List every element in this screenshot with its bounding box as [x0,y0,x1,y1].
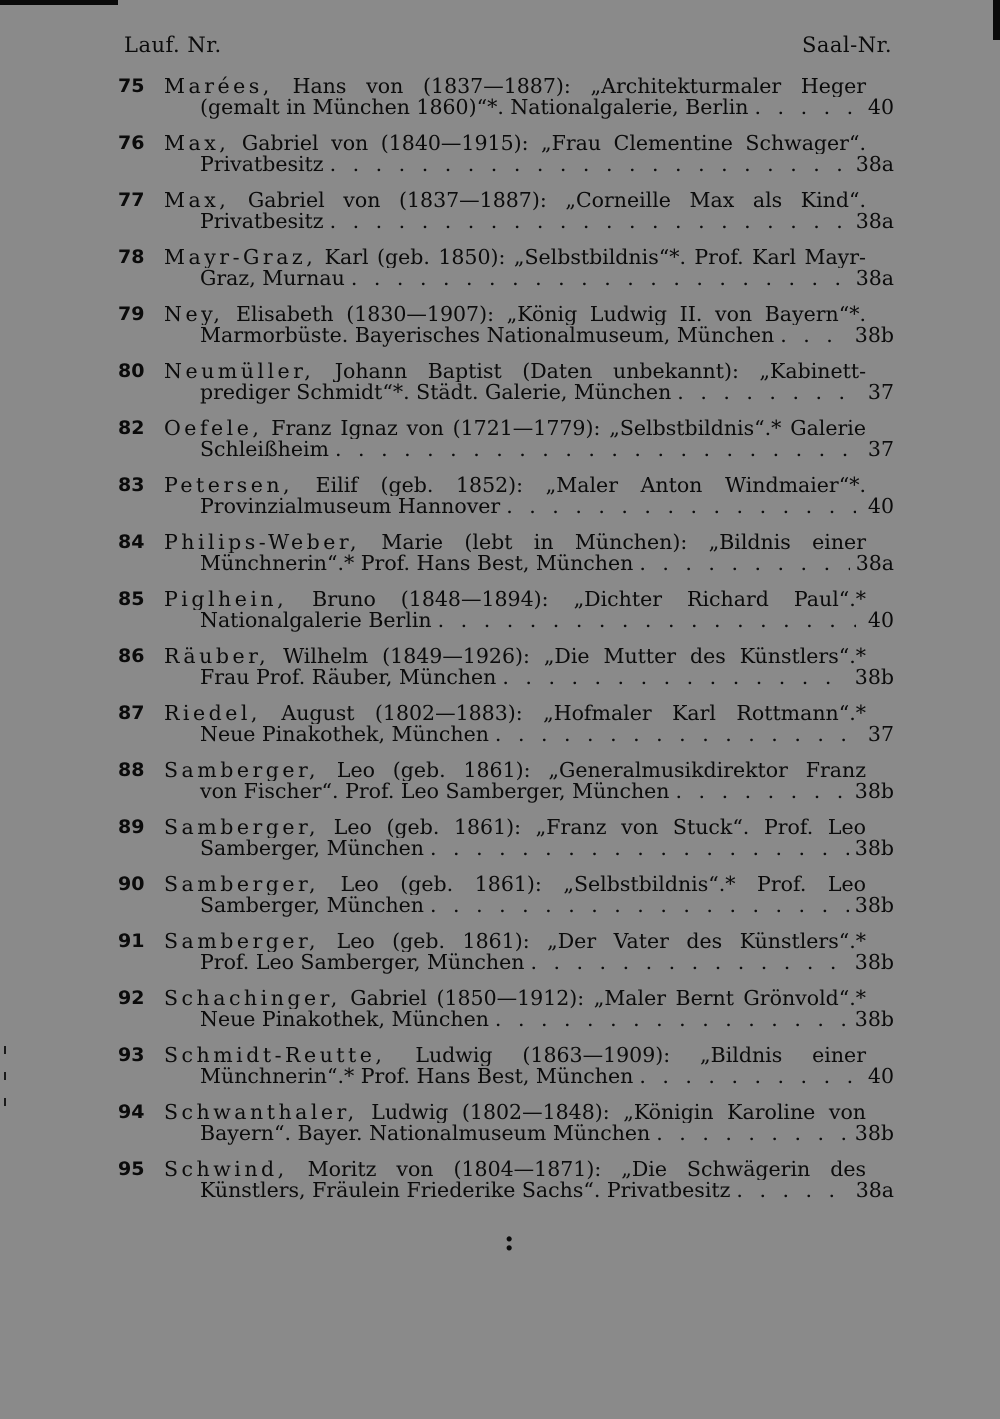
entry-text-1: Gabriel (1850—1912): „Maler Bernt Grönvold“.* [350,988,866,1009]
entry-number: 79 [118,303,145,325]
entry-line-2 [164,781,894,802]
entry-line-2 [164,1123,894,1144]
catalog-entry [118,931,894,973]
entry-line-1 [164,532,894,553]
scan-edge-right [993,0,1000,40]
entry-text-2: Neue Pinakothek, München [200,1007,489,1031]
room-number: 38b [854,836,894,860]
artist-name: Schwanthaler, [164,1102,358,1123]
leader-dots [736,1180,849,1201]
artist-name: Riedel, [164,703,261,724]
catalog-entry [118,988,894,1030]
entry-number: 94 [118,1101,145,1123]
catalog-entry [118,361,894,403]
entry-line-1 [164,190,894,211]
entry-number: 78 [118,246,145,268]
entry-line-1 [164,817,894,838]
entry-line-1 [164,1159,894,1180]
entry-number: 80 [118,360,145,382]
entry-text-2: Münchnerin“.* Prof. Hans Best, München [200,551,634,575]
scan-edge-top [0,0,118,5]
entry-text-1: Leo (geb. 1861): „Generalmusikdirektor Franz [336,760,866,781]
entry-line-2 [164,667,894,688]
entry-text-2: Provinzialmuseum Hannover [200,494,501,518]
entry-number: 77 [118,189,145,211]
entry-line-1 [164,931,894,952]
catalog-entry [118,589,894,631]
entry-number: 92 [118,987,145,1009]
footer-ornament-icon: : [504,1224,515,1257]
leader-dots [639,553,849,574]
entry-line-2 [164,1009,894,1030]
entry-text-2: Künstlers, Fräulein Friederike Sachs“. Privatbesitz [200,1178,731,1202]
leader-dots [430,895,849,916]
artist-name: Schachinger, [164,988,341,1009]
entry-number: 91 [118,930,145,952]
entry-text-1: Elisabeth (1830—1907): „König Ludwig II. von Bayern“*. [236,304,866,325]
leader-dots [639,1066,856,1087]
entry-text-1: Hans von (1837—1887): „Architekturmaler Heger [292,76,866,97]
entry-line-2 [164,97,894,118]
artist-name: Samberger, [164,931,320,952]
room-number: 38b [854,323,894,347]
catalog-entry [118,646,894,688]
artist-name: Max, [164,190,230,211]
leader-dots [502,667,848,688]
artist-name: Petersen, [164,475,294,496]
artist-name: Piglhein, [164,589,288,610]
catalog-entry [118,1045,894,1087]
entry-text-2: prediger Schmidt“*. Städt. Galerie, München [200,380,672,404]
entry-text-2: Nationalgalerie Berlin [200,608,432,632]
entry-text-2: Frau Prof. Räuber, München [200,665,497,689]
entry-text-1: Ludwig (1863—1909): „Bildnis einer [415,1045,866,1066]
artist-name: Philips-Weber, [164,532,360,553]
entry-line-2 [164,1180,894,1201]
catalog-entry [118,1159,894,1201]
entry-number: 83 [118,474,145,496]
entry-text-2: Marmorbüste. Bayerisches Nationalmuseum, München [200,323,775,347]
entry-line-2 [164,610,894,631]
entry-line-1 [164,418,894,439]
header-right-label: Saal-Nr. [801,33,892,57]
entry-line-1 [164,361,894,382]
leader-dots [351,268,850,289]
entry-text-1: Marie (lebt in München): „Bildnis einer [381,532,866,553]
entry-number: 84 [118,531,145,553]
leader-dots [495,724,856,745]
entry-text-2: Prof. Leo Samberger, München [200,950,525,974]
entry-number: 86 [118,645,145,667]
room-number: 40 [867,494,894,518]
entry-number: 88 [118,759,145,781]
room-number: 38a [855,152,894,176]
artist-name: Ney, [164,304,224,325]
leader-dots [676,781,849,802]
entry-text-1: Franz Ignaz von (1721—1779): „Selbstbildnis“.* Galerie [271,418,866,439]
catalog-entry [118,817,894,859]
entry-number: 89 [118,816,145,838]
room-number: 40 [867,1064,894,1088]
entry-number: 82 [118,417,145,439]
header-left-label: Lauf. Nr. [124,33,222,57]
leader-dots [330,154,850,175]
artist-name: Samberger, [164,817,320,838]
entry-line-2 [164,1066,894,1087]
entry-text-2: Neue Pinakothek, München [200,722,489,746]
entry-text-2: (gemalt in München 1860)“*. Nationalgalerie, Berlin [200,95,749,119]
entry-line-1 [164,760,894,781]
room-number: 37 [867,722,894,746]
room-number: 38b [854,893,894,917]
entry-number: 90 [118,873,145,895]
entry-text-2: Münchnerin“.* Prof. Hans Best, München [200,1064,634,1088]
room-number: 38b [854,1007,894,1031]
entry-line-1 [164,133,894,154]
entry-text-1: Wilhelm (1849—1926): „Die Mutter des Künstlers“.* [283,646,866,667]
entry-text-2: Privatbesitz [200,152,324,176]
room-number: 38a [855,266,894,290]
leader-dots [656,1123,849,1144]
entry-line-2 [164,952,894,973]
catalog-entry [118,133,894,175]
entry-line-1 [164,247,894,268]
entry-text-1: Gabriel von (1840—1915): „Frau Clementine Schwager“. [241,133,866,154]
entry-line-2 [164,268,894,289]
artist-name: Mayr-Graz, [164,247,317,268]
entry-line-1 [164,988,894,1009]
leader-dots [530,952,848,973]
catalog-entry [118,418,894,460]
entry-text-1: Ludwig (1802—1848): „Königin Karoline von [371,1102,866,1123]
room-number: 38a [855,551,894,575]
catalog-list [118,76,894,1216]
leader-dots [780,325,849,346]
room-number: 38b [854,950,894,974]
room-number: 40 [867,608,894,632]
entry-line-2 [164,154,894,175]
entry-text-2: Samberger, München [200,836,425,860]
entry-number: 75 [118,75,145,97]
entry-line-1 [164,304,894,325]
entry-line-1 [164,646,894,667]
leader-dots [677,382,856,403]
artist-name: Samberger, [164,760,320,781]
room-number: 37 [867,437,894,461]
catalog-entry [118,874,894,916]
entry-line-2 [164,496,894,517]
entry-line-2 [164,553,894,574]
artist-name: Marées, [164,76,273,97]
catalog-entry [118,703,894,745]
entry-text-2: Graz, Murnau [200,266,345,290]
entry-text-1: Leo (geb. 1861): „Franz von Stuck“. Prof. Leo [333,817,866,838]
entry-text-1: Eilif (geb. 1852): „Maler Anton Windmaier“*. [315,475,866,496]
entry-text-2: Bayern“. Bayer. Nationalmuseum München [200,1121,651,1145]
entry-line-1 [164,76,894,97]
entry-text-1: Bruno (1848—1894): „Dichter Richard Paul“.* [312,589,866,610]
page-header [124,33,892,57]
entry-text-1: Leo (geb. 1861): „Der Vater des Künstlers“.* [336,931,866,952]
entry-text-2: Privatbesitz [200,209,324,233]
artist-name: Samberger, [164,874,320,895]
room-number: 37 [867,380,894,404]
entry-text-2: von Fischer“. Prof. Leo Samberger, München [200,779,670,803]
entry-text-1: Johann Baptist (Daten unbekannt): „Kabinett- [334,361,866,382]
entry-text-1: August (1802—1883): „Hofmaler Karl Rottmann“.* [281,703,866,724]
entry-text-1: Karl (geb. 1850): „Selbstbildnis“*. Prof. Karl Mayr- [324,247,866,268]
leader-dots [495,1009,849,1030]
entry-number: 85 [118,588,145,610]
entry-line-1 [164,1045,894,1066]
entry-text-1: Gabriel von (1837—1887): „Corneille Max als Kind“. [247,190,866,211]
catalog-entry [118,247,894,289]
entry-line-2 [164,211,894,232]
entry-text-2: Schleißheim [200,437,329,461]
leader-dots [335,439,856,460]
entry-line-2 [164,895,894,916]
entry-line-1 [164,874,894,895]
entry-line-2 [164,382,894,403]
entry-line-2 [164,325,894,346]
leader-dots [430,838,849,859]
entry-number: 95 [118,1158,145,1180]
artist-name: Oefele, [164,418,263,439]
room-number: 38a [855,1178,894,1202]
artist-name: Neumüller, [164,361,315,382]
room-number: 40 [867,95,894,119]
leader-dots [755,97,856,118]
room-number: 38b [854,665,894,689]
room-number: 38b [854,1121,894,1145]
entry-line-2 [164,838,894,859]
catalog-entry [118,760,894,802]
leader-dots [506,496,856,517]
catalog-entry [118,532,894,574]
leader-dots [330,211,850,232]
entry-line-1 [164,475,894,496]
room-number: 38a [855,209,894,233]
entry-text-1: Leo (geb. 1861): „Selbstbildnis“.* Prof. Leo [340,874,866,895]
entry-line-1 [164,1102,894,1123]
catalog-entry [118,190,894,232]
catalog-entry [118,304,894,346]
entry-line-1 [164,589,894,610]
leader-dots [438,610,856,631]
catalog-entry [118,76,894,118]
room-number: 38b [854,779,894,803]
artist-name: Max, [164,133,230,154]
entry-line-2 [164,439,894,460]
entry-line-1 [164,703,894,724]
artist-name: Schwind, [164,1159,288,1180]
catalog-entry [118,475,894,517]
artist-name: Schmidt-Reutte, [164,1045,386,1066]
entry-number: 76 [118,132,145,154]
entry-number: 87 [118,702,145,724]
entry-text-2: Samberger, München [200,893,425,917]
artist-name: Räuber, [164,646,270,667]
entry-text-1: Moritz von (1804—1871): „Die Schwägerin des [307,1159,866,1180]
entry-number: 93 [118,1044,145,1066]
entry-line-2 [164,724,894,745]
margin-marks [4,1046,7,1116]
catalog-entry [118,1102,894,1144]
